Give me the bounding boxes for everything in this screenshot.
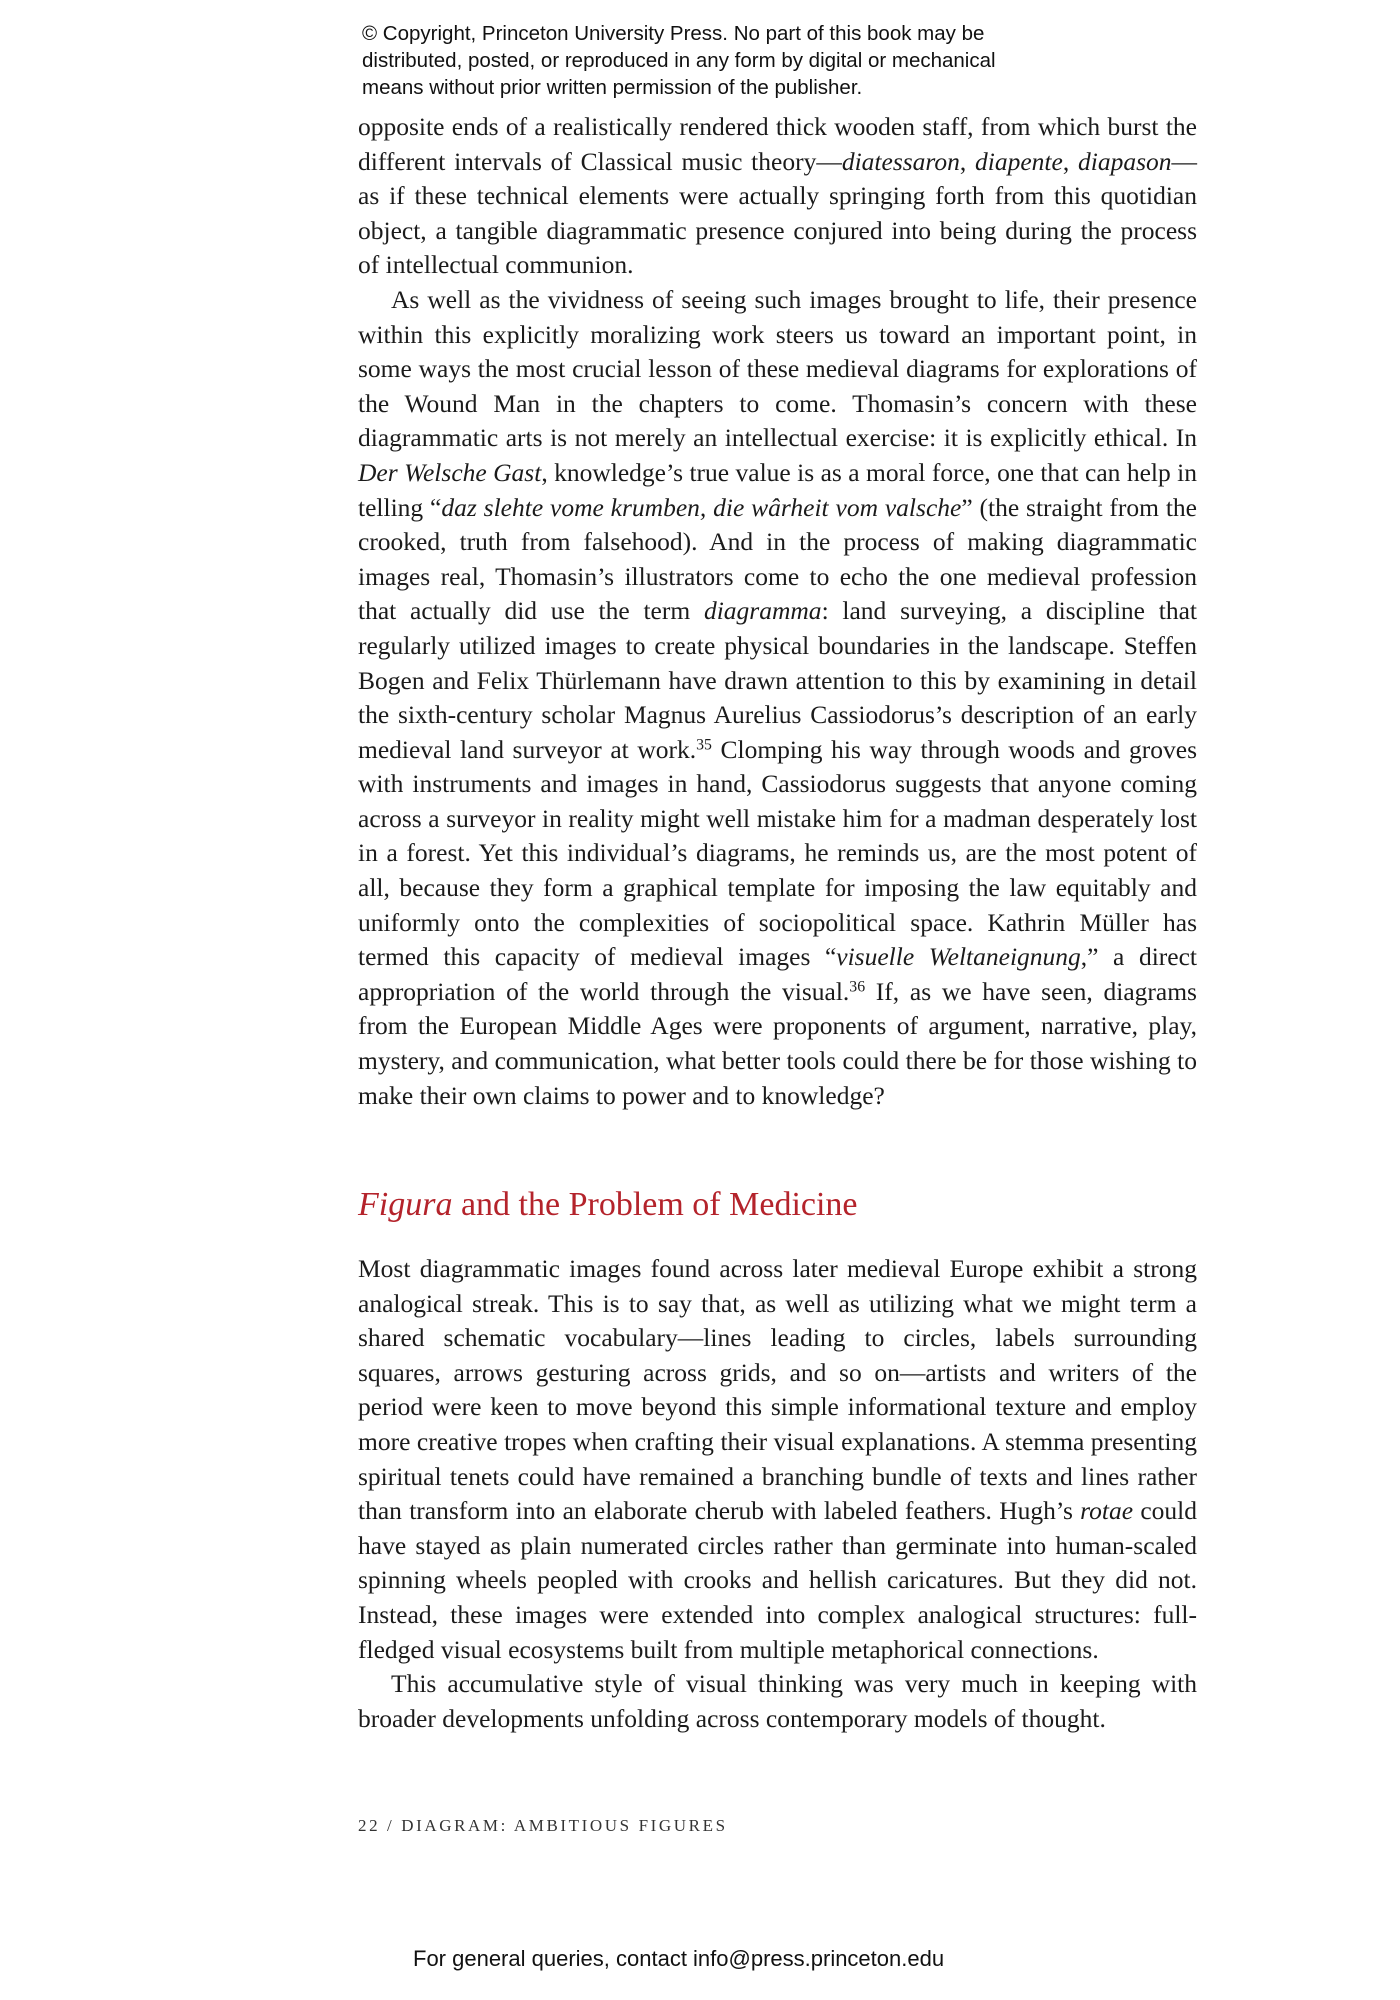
copyright-line: means without prior written permission of the publisher. <box>362 76 863 99</box>
footnote-ref[interactable]: 36 <box>849 978 866 996</box>
paragraph: This accumulative style of visual thinking was very much in keeping with broader developments unfolding across contemporary models of thought. <box>358 1669 1197 1733</box>
contact-footer: For general queries, contact info@press.princeton.edu <box>413 1946 945 1971</box>
paragraph: As well as the vividness of seeing such images brought to life, their presence within this explicitly moralizing work steers us toward an important point, in some ways the most crucial lesson of these medieval diagrams for explorations of the Wound Man in the chapters to come. Thomasin’s concern with these diagrammatic arts is not merely an intellectual exercise: it is explicitly ethical. In Der Welsche Gast, knowledge’s true value is as a moral force, one that can help in telling “daz slehte vome krumben, die wârheit vom valsche” (the straight from the crooked, truth from falsehood). And in the process of making diagrammatic images real, Thomasin’s illustrators come to echo the one medieval profession that actually did use the term diagramma: land surveying, a discipline that regularly utilized images to create physical boundaries in the landscape. Steffen Bogen and Felix Thürlemann have drawn attention to this by examining in detail the sixth-century scholar Magnus Aurelius Cassiodorus’s description of an early medieval land surveyor at work.$^{35}$ Clomping his way through woods and groves with instruments and images in hand, Cassiodorus suggests that anyone coming across a surveyor in reality might well mistake him for a madman desperately lost in a forest. Yet this individual’s diagrams, he reminds us, are the most potent of all, because they form a graphical template for imposing the law equitably and uniformly onto the complexities of sociopolitical space. Kathrin Müller has termed this capacity of medieval images “visuelle Weltaneignung,” a direct appropriation of the world through the visual.$^{36}$ If, as we have seen, diagrams from the European Middle Ages were proponents of argument, narrative, play, mystery, and communication, what better tools could there be for those wishing to make their own claims to power and to knowledge? <box>358 284 1198 1110</box>
paragraph: opposite ends of a realistically rendered thick wooden staff, from which burst the different intervals of Classical music theory—diatessaron, diapente, diapason—as if these technical elements were actually springing forth from this quotidian object, a tangible diagrammatic presence conjured into being during the process of intellectual communion. <box>358 112 1197 280</box>
paragraph: Most diagrammatic images found across later medieval Europe exhibit a strong analogical streak. This is to say that, as well as utilizing what we might term a shared schematic vocabulary—lines leading to circles, labels surrounding squares, arrows gesturing across grids, and so on—artists and writers of the period were keen to move beyond this simple informational texture and employ more creative tropes when crafting their visual explanations. A stemma presenting spiritual tenets could have remained a branching bundle of texts and lines rather than transform into an elaborate cherub with labeled feathers. Hugh’s rotae could have stayed as plain numerated circles rather than germinate into human-scaled spinning wheels peopled with crooks and hellish caricatures. But they did not. Instead, these images were extended into complex analogical structures: full-fledged visual ecosystems built from multiple metaphorical connections. <box>358 1254 1198 1664</box>
page-folio: 22 / DIAGRAM: AMBITIOUS FIGURES <box>358 1816 728 1835</box>
section-heading: Figura and the Problem of Medicine <box>358 1186 858 1223</box>
copyright-line: © Copyright, Princeton University Press. No part of this book may be <box>362 22 985 45</box>
copyright-notice <box>362 20 1082 101</box>
body-text-top <box>358 110 1197 1113</box>
footnote-ref[interactable]: 35 <box>696 736 712 753</box>
copyright-line: distributed, posted, or reproduced in any form by digital or mechanical <box>362 49 996 72</box>
body-text-bottom <box>358 1252 1197 1736</box>
